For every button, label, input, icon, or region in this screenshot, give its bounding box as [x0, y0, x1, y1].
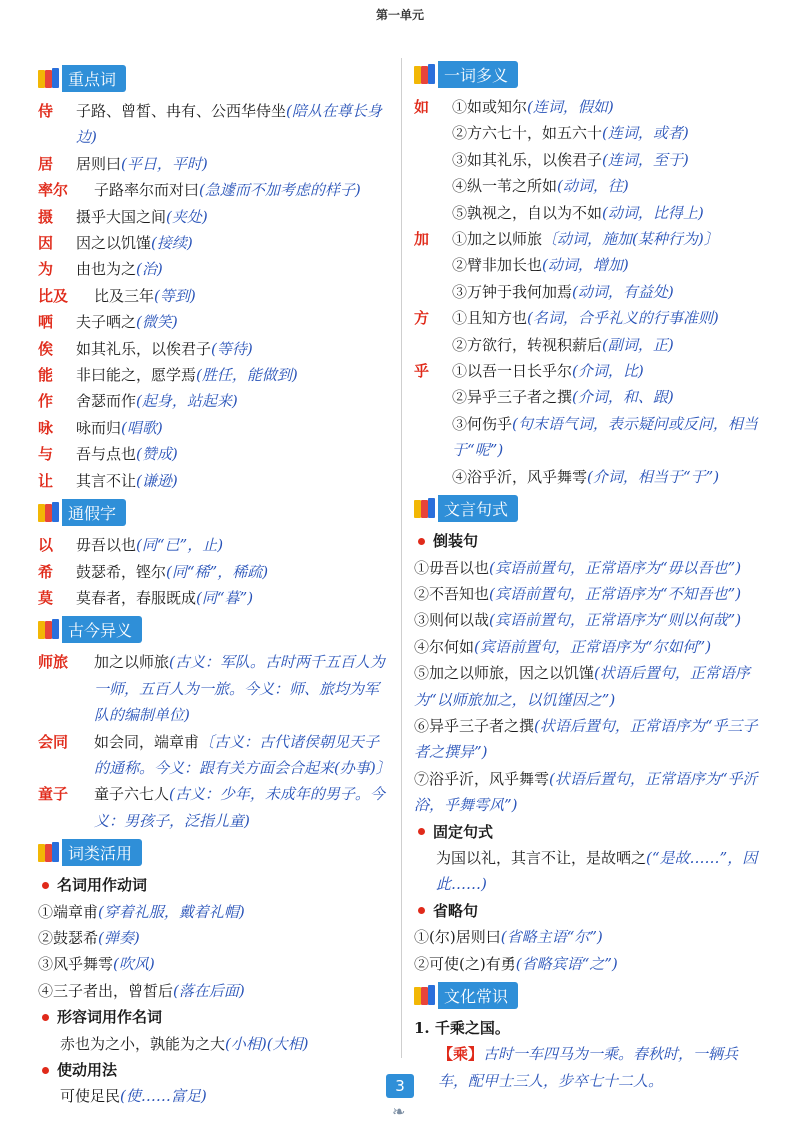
- vocab-row: [38, 559, 390, 585]
- vocab-row: [38, 468, 390, 494]
- polysemy-example: ④浴乎沂，风乎舞雩: [452, 467, 588, 486]
- bullet-dot: [42, 1067, 49, 1074]
- wenhuachangshi-content: [414, 1015, 766, 1094]
- example-line: [414, 924, 766, 950]
- section-header-tongjiazi: [38, 498, 390, 526]
- example-note: (宾语前置句，正常语序为“则以何哉”): [489, 611, 742, 630]
- example-note: (穿着礼服，戴着礼帽): [98, 902, 245, 921]
- right-column: [414, 60, 766, 1094]
- example-note: (小相)(大相): [225, 1034, 309, 1053]
- tongjiazi-list: [38, 532, 390, 611]
- polysemy-note: (介词，相当于“于”): [587, 467, 720, 486]
- vocab-note: (同“暮”): [196, 588, 254, 607]
- vocab-row: [38, 98, 390, 151]
- example-note: (“是故……”，因此……): [436, 848, 758, 894]
- vocab-example: 比及三年: [94, 286, 155, 305]
- vocab-key: 居: [38, 154, 54, 173]
- vocab-key: 师旅: [38, 653, 69, 672]
- polysemy-row: [414, 120, 766, 146]
- polysemy-row: [414, 464, 766, 490]
- section-title: 词类活用: [62, 839, 142, 866]
- vocab-row: [38, 362, 390, 388]
- vocab-note: (治): [136, 260, 163, 279]
- example-line: [414, 660, 766, 713]
- vocab-example: 子路率尔而对曰: [94, 181, 200, 200]
- vocab-example: 吾与点也: [76, 445, 137, 464]
- polysemy-note: (动词，比得上): [602, 203, 704, 222]
- example-note: (宾语前置句，正常语序为“不知吾也”): [489, 584, 742, 603]
- example-line: [38, 925, 390, 951]
- vocab-key: 与: [38, 445, 54, 464]
- vocab-note: (赞成): [136, 445, 178, 464]
- example-line: [414, 555, 766, 581]
- vocab-note: (同“稀”，稀疏): [166, 562, 269, 581]
- section-header-gujinyiyi: [38, 615, 390, 643]
- example-note: (使……富足): [120, 1087, 207, 1106]
- vocab-key: 为: [38, 260, 54, 279]
- vocab-row: [38, 781, 390, 834]
- example-text: 可使足民: [60, 1087, 121, 1106]
- section-title: 文化常识: [438, 982, 518, 1009]
- books-icon: [414, 63, 436, 85]
- polysemy-example: ①如或知尔: [452, 98, 528, 116]
- vocab-row: [38, 309, 390, 335]
- section-title: 一词多义: [438, 61, 518, 88]
- section-title: 古今异义: [62, 616, 142, 643]
- vocab-example: 加之以师旅: [94, 653, 170, 672]
- vocab-note: (古义：军队。古时两千五百人为一师，五百人为一旅。今义：师、旅均为军队的编制单位): [94, 653, 385, 725]
- example-line: [38, 951, 390, 977]
- example-text: ②可使(之)有勇: [414, 954, 516, 973]
- example-text: ②不吾知也: [414, 584, 490, 603]
- polysemy-row: [414, 94, 766, 120]
- vocab-key: 作: [38, 392, 54, 411]
- vocab-note: (唱歌): [121, 418, 163, 437]
- polysemy-note: (介词，和、跟): [572, 388, 674, 407]
- vocab-key: 俟: [38, 339, 54, 358]
- polysemy-key: 如: [414, 98, 430, 116]
- books-icon: [38, 501, 60, 523]
- subheading: [414, 898, 766, 924]
- subheading-text: 名词用作动词: [57, 876, 148, 895]
- example-text: ①毋吾以也: [414, 558, 490, 577]
- unit-title: 第一单元: [375, 8, 424, 22]
- bullet-dot: [418, 538, 425, 545]
- section-header-zhongdianci: [38, 64, 390, 92]
- example-text: ⑥异乎三子者之撰: [414, 716, 535, 735]
- example-line: [414, 845, 766, 898]
- vocab-example: 居则曰: [76, 154, 122, 173]
- polysemy-example: ③如其礼乐，以俟君子: [452, 150, 603, 169]
- example-line: [38, 899, 390, 925]
- section-header-yiciduoyi: [414, 60, 766, 88]
- section-header-wenhuachangshi: [414, 981, 766, 1009]
- subheading: [414, 528, 766, 554]
- vocab-row: [38, 729, 390, 782]
- vocab-example: 其言不让: [76, 471, 137, 490]
- example-line: [414, 607, 766, 633]
- vocab-example: 摄乎大国之间: [76, 207, 167, 226]
- polysemy-row: [414, 252, 766, 278]
- example-text: ④尔何如: [414, 637, 475, 656]
- vocab-row: [38, 585, 390, 611]
- vocab-example: 如其礼乐，以俟君子: [76, 339, 212, 358]
- vocab-note: (同“已”，止): [136, 536, 224, 555]
- vocab-example: 夫子哂之: [76, 313, 137, 332]
- vocab-example: 因之以饥馑: [76, 234, 152, 253]
- books-icon: [414, 984, 436, 1006]
- polysemy-note: (动词，有益处): [572, 282, 674, 301]
- example-line: [414, 634, 766, 660]
- polysemy-row: [414, 279, 766, 305]
- example-text: ①(尔)居则曰: [414, 928, 501, 947]
- example-text: ⑦浴乎沂，风乎舞雩: [414, 769, 550, 788]
- subheading-text: 省略句: [433, 901, 479, 920]
- example-note: (吹风): [113, 955, 155, 974]
- example-line: [38, 1031, 390, 1057]
- zhongdianci-list: [38, 98, 390, 494]
- polysemy-example: ⑤孰视之，自以为不如: [452, 203, 603, 222]
- example-line: [38, 978, 390, 1004]
- vocab-note: (微笑): [136, 313, 178, 332]
- example-text: ⑤加之以师旅，因之以饥馑: [414, 664, 595, 683]
- vocab-key: 哂: [38, 313, 54, 332]
- polysemy-note: (副词，正): [602, 335, 674, 354]
- vocab-row: [38, 649, 390, 728]
- example-text: ③风乎舞雩: [38, 955, 114, 974]
- subheading: [38, 1057, 390, 1083]
- example-line: [414, 581, 766, 607]
- yiciduoyi-list: [414, 94, 766, 490]
- polysemy-row: [414, 358, 766, 384]
- bullet-dot: [42, 882, 49, 889]
- vocab-example: 如会同，端章甫: [94, 732, 200, 751]
- bullet-dot: [418, 828, 425, 835]
- vocab-example: 舍瑟而作: [76, 392, 137, 411]
- polysemy-row: [414, 173, 766, 199]
- polysemy-note: (动词，往): [557, 177, 629, 196]
- vocab-key: 让: [38, 471, 54, 490]
- example-note: (状语后置句，正常语序为“乎三子者之撰异”): [414, 716, 758, 762]
- vocab-key: 因: [38, 234, 54, 253]
- vocab-row: [38, 204, 390, 230]
- cileihuoyong-list: [38, 872, 390, 1110]
- polysemy-row: [414, 226, 766, 252]
- example-note: (弹奏): [98, 928, 140, 947]
- polysemy-row: [414, 305, 766, 331]
- example-line: [414, 951, 766, 977]
- vocab-note: (起身，站起来): [136, 392, 238, 411]
- left-column: [38, 60, 390, 1110]
- vocab-key: 能: [38, 366, 54, 385]
- section-header-cileihuoyong: [38, 838, 390, 866]
- vocab-key: 会同: [38, 732, 69, 751]
- subheading: [414, 819, 766, 845]
- polysemy-example: ②方欲行，转视积薪后: [452, 335, 603, 354]
- polysemy-note: (名词，合乎礼义的行事准则): [527, 309, 719, 328]
- books-icon: [38, 67, 60, 89]
- polysemy-example: ①且知方也: [452, 309, 528, 328]
- vocab-key: 希: [38, 562, 54, 581]
- subheading-text: 形容词用作名词: [57, 1008, 163, 1027]
- vocab-key: 摄: [38, 207, 54, 226]
- vocab-row: [38, 441, 390, 467]
- subheading: [38, 1004, 390, 1030]
- example-note: (落在后面): [173, 981, 245, 1000]
- vocab-key: 以: [38, 536, 54, 555]
- polysemy-row: [414, 200, 766, 226]
- vocab-note: (等到): [154, 286, 196, 305]
- vocab-key: 侍: [38, 102, 54, 120]
- vocab-example: 童子六七人: [94, 785, 170, 804]
- example-note: (宾语前置句，正常语序为“尔如何”): [474, 637, 712, 656]
- vocab-note: (夹处): [166, 207, 208, 226]
- polysemy-example: ④纵一苇之所如: [452, 177, 558, 196]
- gujinyiyi-list: [38, 649, 390, 834]
- vocab-row: [38, 388, 390, 414]
- example-note: (状语后置句，正常语序为“以师旅加之，以饥馑因之”): [414, 664, 750, 709]
- polysemy-note: (动词，增加): [542, 256, 629, 275]
- vocab-key: 比及: [38, 286, 69, 305]
- section-title: 文言句式: [438, 495, 518, 522]
- example-note: (省略主语“尔”): [500, 928, 603, 947]
- polysemy-row: [414, 147, 766, 173]
- example-text: ③则何以哉: [414, 611, 490, 630]
- polysemy-example: ①加之以师旅: [452, 230, 543, 249]
- vocab-note: (古义：少年，未成年的男子。今义：男孩子，泛指儿童): [94, 785, 385, 830]
- books-icon: [414, 497, 436, 519]
- polysemy-example: ①以吾一日长乎尔: [452, 362, 573, 381]
- vocab-note: (平日，平时): [121, 154, 208, 173]
- books-icon: [38, 618, 60, 640]
- subheading-text: 使动用法: [57, 1061, 118, 1079]
- example-text: ④三子者出，曾皙后: [38, 981, 174, 1000]
- vocab-note: (接续): [151, 234, 193, 253]
- polysemy-row: [414, 411, 766, 464]
- section-header-wenyanjushi: [414, 494, 766, 522]
- polysemy-example: ②方六七十，如五六十: [452, 124, 603, 143]
- bullet-dot: [418, 907, 425, 914]
- vocab-note: (谦逊): [136, 471, 178, 490]
- polysemy-row: [414, 384, 766, 410]
- polysemy-example: ③万钟于我何加焉: [452, 282, 573, 301]
- column-divider: [401, 58, 402, 1058]
- vocab-key: 率尔: [38, 181, 69, 200]
- books-icon: [38, 841, 60, 863]
- polysemy-note: (连词，至于): [602, 150, 689, 169]
- example-text: ①端章甫: [38, 902, 99, 921]
- polysemy-key: 加: [414, 230, 430, 249]
- subheading-text: 倒装句: [433, 532, 479, 551]
- vocab-note: (等待): [211, 339, 253, 358]
- wenyanjushi-list: [414, 528, 766, 977]
- polysemy-note: (句末语气词，表示疑问或反问，相当于“呢”): [452, 414, 758, 460]
- polysemy-key: 乎: [414, 362, 430, 381]
- culture-item-title: 1. 千乘之国。: [414, 1019, 510, 1037]
- bird-icon: ❧: [392, 1102, 406, 1121]
- vocab-row: [38, 230, 390, 256]
- culture-explanation: [414, 1041, 766, 1094]
- vocab-row: [38, 415, 390, 441]
- vocab-note: 〔古义：古代诸侯朝见天子的通称。今义：跟有关方面会合起来(办事)〕: [94, 732, 391, 777]
- example-note: (宾语前置句，正常语序为“毋以吾也”): [489, 558, 742, 577]
- vocab-example: 由也为之: [76, 260, 137, 279]
- example-text: ②鼓瑟希: [38, 928, 99, 947]
- vocab-example: 鼓瑟希，铿尔: [76, 562, 167, 581]
- page-number: 3: [386, 1074, 414, 1098]
- vocab-note: (陪从在尊长身边): [76, 102, 382, 147]
- example-text: 为国以礼，其言不让，是故哂之: [436, 848, 647, 867]
- polysemy-note: (介词，比): [572, 362, 644, 381]
- culture-term: 【乘】: [438, 1045, 484, 1064]
- vocab-example: 毋吾以也: [76, 536, 137, 555]
- vocab-key: 咏: [38, 418, 54, 437]
- polysemy-note: (连词，假如): [527, 98, 614, 116]
- vocab-example: 咏而归: [76, 418, 122, 437]
- vocab-row: [38, 283, 390, 309]
- section-title: 通假字: [62, 499, 126, 526]
- example-text: 赤也为之小，孰能为之大: [60, 1034, 226, 1053]
- polysemy-example: ③何伤乎: [452, 414, 513, 433]
- vocab-note: (急遽而不加考虑的样子): [199, 181, 361, 200]
- polysemy-example: ②臂非加长也: [452, 256, 543, 275]
- example-line: [38, 1083, 390, 1109]
- vocab-example: 子路、曾皙、冉有、公西华侍坐: [76, 102, 287, 120]
- culture-note: 古时一车四马为一乘。春秋时，一辆兵车，配甲士三人，步卒七十二人。: [438, 1045, 739, 1090]
- subheading: [38, 872, 390, 898]
- subheading-text: 固定句式: [433, 822, 494, 841]
- vocab-key: 童子: [38, 785, 69, 804]
- polysemy-note: (连词，或者): [602, 124, 689, 143]
- example-note: (状语后置句，正常语序为“乎沂浴，乎舞雩风”): [414, 769, 758, 815]
- bullet-dot: [42, 1014, 49, 1021]
- polysemy-example: ②异乎三子者之撰: [452, 388, 573, 407]
- vocab-example: 非曰能之，愿学焉: [76, 366, 197, 385]
- vocab-row: [38, 151, 390, 177]
- vocab-note: (胜任，能做到): [196, 366, 298, 385]
- polysemy-row: [414, 332, 766, 358]
- vocab-key: 莫: [38, 588, 54, 607]
- section-title: 重点词: [62, 65, 126, 92]
- vocab-example: 莫春者，春服既成: [76, 588, 197, 607]
- vocab-row: [38, 256, 390, 282]
- vocab-row: [38, 177, 390, 203]
- vocab-row: [38, 532, 390, 558]
- example-line: [414, 766, 766, 819]
- example-note: (省略宾语“之”): [515, 954, 618, 973]
- polysemy-note: 〔动词，施加(某种行为)〕: [542, 230, 719, 249]
- example-line: [414, 713, 766, 766]
- polysemy-key: 方: [414, 309, 430, 328]
- vocab-row: [38, 336, 390, 362]
